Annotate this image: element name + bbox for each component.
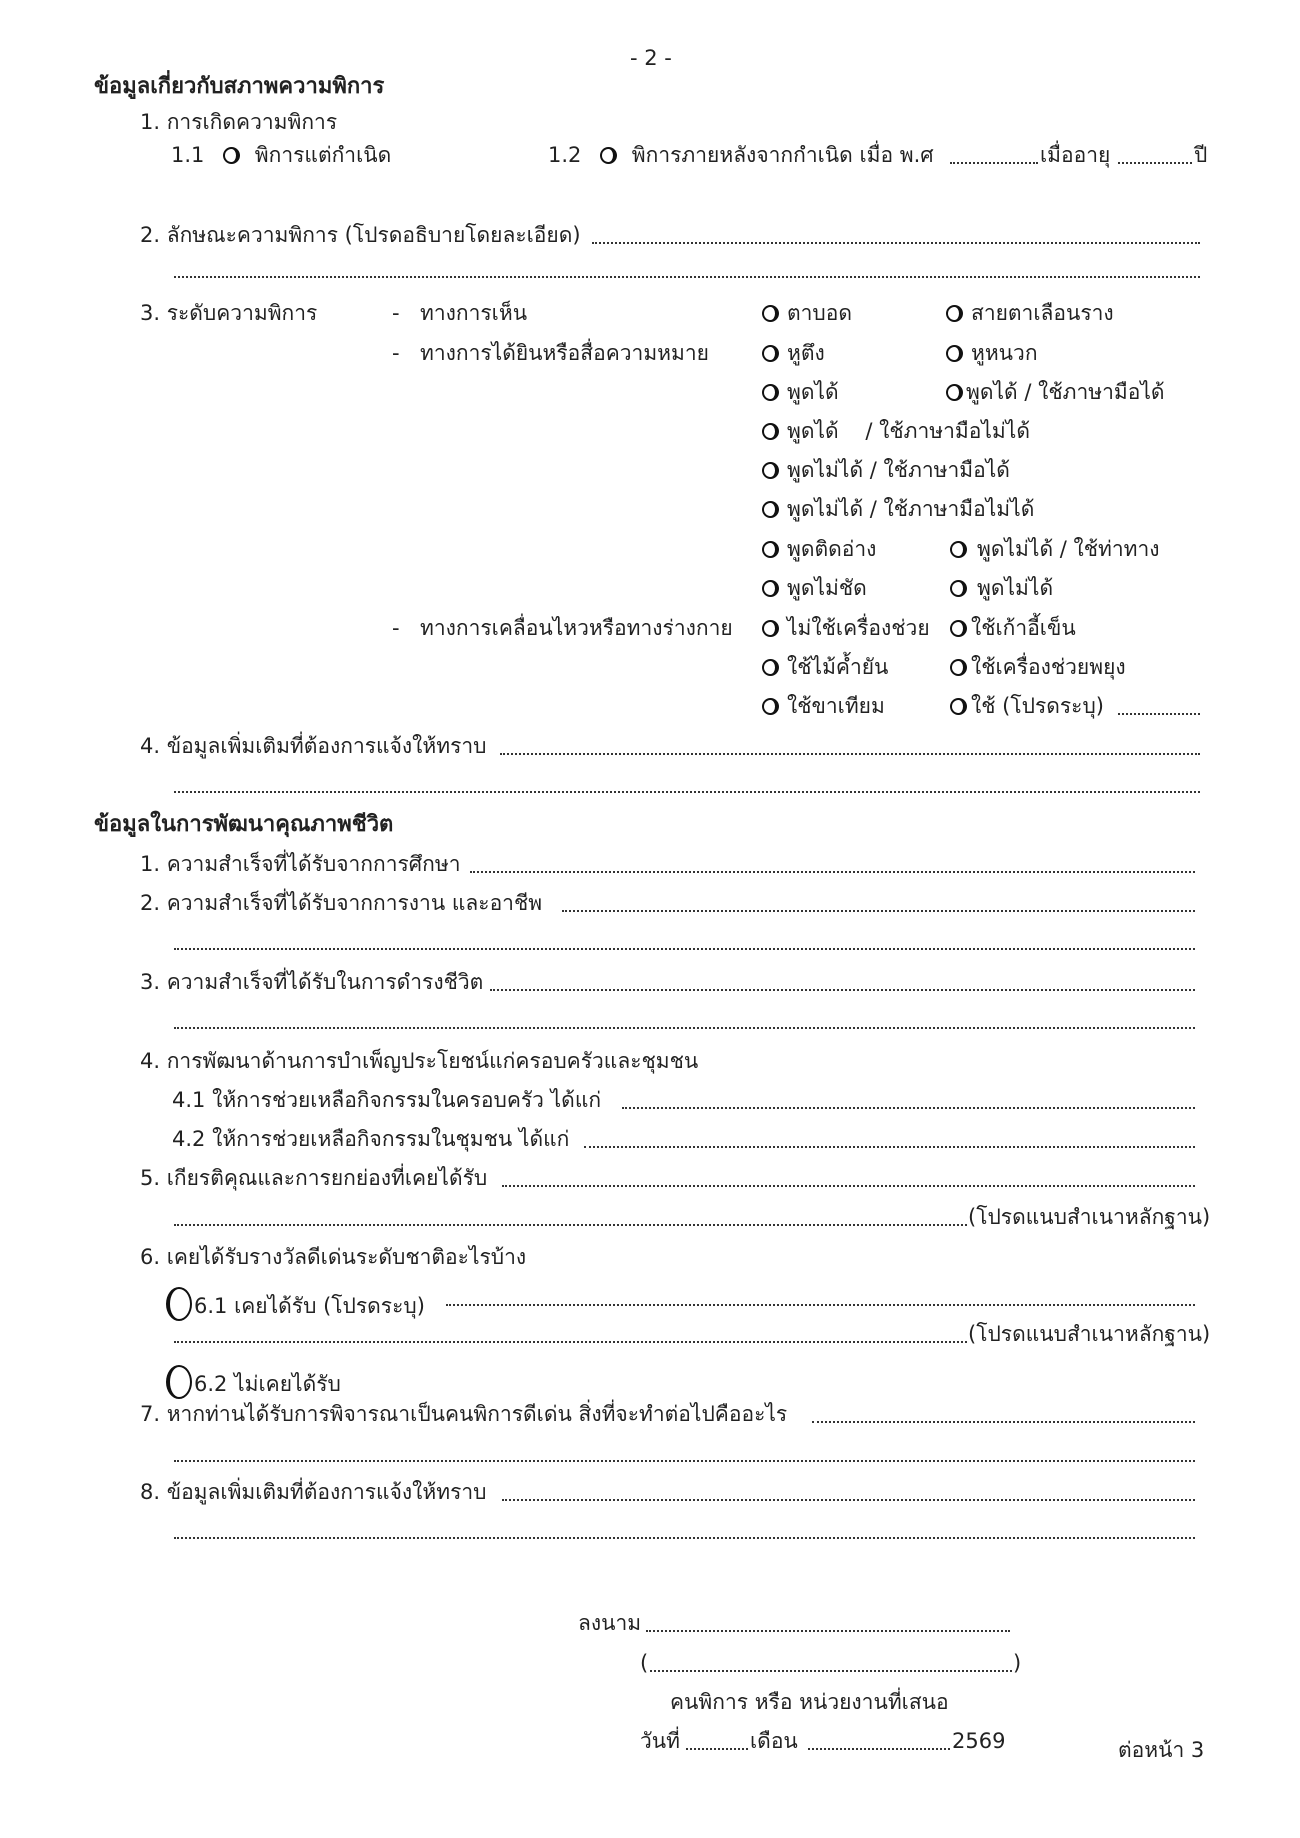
option-text: หูหนวก bbox=[971, 341, 1038, 365]
option-text: หูตึง bbox=[787, 341, 825, 365]
option-text: ใช้เครื่องช่วยพยุง bbox=[971, 655, 1126, 679]
option-can-speak[interactable] bbox=[762, 382, 839, 403]
option-text: พูดติดอ่าง bbox=[787, 537, 877, 561]
option-text: พูดไม่ชัด bbox=[787, 576, 867, 600]
other-aid-blank[interactable] bbox=[1118, 713, 1200, 715]
sign-label: ลงนาม bbox=[578, 1611, 642, 1635]
option-low-vision[interactable] bbox=[946, 303, 1114, 324]
radio-circle-icon[interactable] bbox=[600, 147, 617, 164]
s2-item-3-blank[interactable] bbox=[490, 989, 1195, 991]
option-text: ใช้ (โปรดระบุ) bbox=[971, 694, 1104, 718]
radio-circle-icon[interactable] bbox=[762, 541, 779, 558]
age-blank[interactable] bbox=[1118, 162, 1192, 164]
s2-item-4-2-blank[interactable] bbox=[584, 1146, 1195, 1148]
s2-item-1-blank[interactable] bbox=[470, 871, 1195, 873]
s2-item-2-label: 2. ความสำเร็จที่ได้รับจากการงาน และอาชีพ bbox=[140, 891, 543, 915]
radio-circle-icon[interactable] bbox=[950, 620, 967, 637]
s2-item-8-blank-line2[interactable] bbox=[174, 1537, 1195, 1539]
option-cannot-speak[interactable] bbox=[950, 578, 1053, 599]
option-wheelchair[interactable] bbox=[950, 618, 1076, 639]
option-speak-sign[interactable] bbox=[946, 382, 1165, 403]
hearing-label: ทางการได้ยินหรือสื่อความหมาย bbox=[420, 341, 709, 365]
option-text: พูดไม่ได้ / ใช้ภาษามือไม่ได้ bbox=[787, 497, 1035, 521]
item-3-label: 3. ระดับความพิการ bbox=[140, 301, 318, 325]
radio-circle-icon[interactable] bbox=[762, 698, 779, 715]
mobility-label: ทางการเคลื่อนไหวหรือทางร่างกาย bbox=[420, 616, 733, 640]
s2-item-7-blank-line2[interactable] bbox=[174, 1460, 1195, 1462]
option-text: พิการภายหลังจากกำเนิด เมื่อ พ.ศ bbox=[631, 143, 934, 167]
attach-note-2: (โปรดแนบสำเนาหลักฐาน) bbox=[968, 1322, 1211, 1346]
option-text: 6.2 ไม่เคยได้รับ bbox=[194, 1372, 341, 1396]
s2-item-4-2-label: 4.2 ให้การช่วยเหลือกิจกรรมในชุมชน ได้แก่ bbox=[172, 1127, 570, 1151]
radio-circle-icon[interactable] bbox=[166, 1365, 192, 1399]
radio-circle-icon[interactable] bbox=[762, 501, 779, 518]
attach-note: (โปรดแนบสำเนาหลักฐาน) bbox=[968, 1205, 1211, 1229]
option-text: 6.1 เคยได้รับ (โปรดระบุ) bbox=[194, 1294, 425, 1318]
radio-circle-icon[interactable] bbox=[762, 580, 779, 597]
close-paren: ) bbox=[1013, 1651, 1022, 1675]
radio-circle-icon[interactable] bbox=[762, 462, 779, 479]
option-text: ใช้เก้าอี้เข็น bbox=[971, 616, 1076, 640]
radio-circle-icon[interactable] bbox=[946, 384, 963, 401]
option-prosthetic-leg[interactable] bbox=[762, 696, 885, 717]
dash: - bbox=[392, 301, 400, 325]
vision-label: ทางการเห็น bbox=[420, 301, 528, 325]
s2-item-4-label: 4. การพัฒนาด้านการบำเพ็ญประโยชน์แก่ครอบครัวและชุมชน bbox=[140, 1049, 699, 1073]
continue-note: ต่อหน้า 3 bbox=[1118, 1738, 1205, 1762]
option-1-2[interactable] bbox=[548, 145, 934, 166]
name-blank[interactable] bbox=[650, 1670, 1012, 1672]
radio-circle-icon[interactable] bbox=[950, 659, 967, 676]
option-text: ใช้ไม้ค้ำยัน bbox=[787, 655, 889, 679]
radio-circle-icon[interactable] bbox=[950, 541, 967, 558]
item-4-label: 4. ข้อมูลเพิ่มเติมที่ต้องการแจ้งให้ทราบ bbox=[140, 734, 487, 758]
option-text: พูดได้ / ใช้ภาษามือได้ bbox=[966, 380, 1165, 404]
option-text: ตาบอด bbox=[787, 301, 853, 325]
option-unclear-speech[interactable] bbox=[762, 578, 867, 599]
option-1-1[interactable] bbox=[171, 145, 391, 166]
radio-circle-icon[interactable] bbox=[223, 147, 240, 164]
section-title-disability: ข้อมูลเกี่ยวกับสภาพความพิการ bbox=[94, 74, 385, 99]
option-6-1[interactable] bbox=[166, 1287, 425, 1321]
s2-item-8-label: 8. ข้อมูลเพิ่มเติมที่ต้องการแจ้งให้ทราบ bbox=[140, 1480, 487, 1504]
option-text: พูดไม่ได้ bbox=[977, 576, 1054, 600]
s2-item-7-blank[interactable] bbox=[812, 1421, 1195, 1423]
option-number: 1.2 bbox=[548, 143, 582, 167]
option-gesture[interactable] bbox=[950, 539, 1160, 560]
signature-blank[interactable] bbox=[646, 1630, 1010, 1632]
option-walker[interactable] bbox=[950, 657, 1126, 678]
radio-circle-icon[interactable] bbox=[762, 620, 779, 637]
dash: - bbox=[392, 616, 400, 640]
radio-circle-icon[interactable] bbox=[762, 305, 779, 322]
s2-item-3-label: 3. ความสำเร็จที่ได้รับในการดำรงชีวิต bbox=[140, 970, 484, 994]
item-1-label: 1. การเกิดความพิการ bbox=[140, 110, 338, 134]
year-value: 2569 bbox=[952, 1729, 1006, 1753]
option-stutter[interactable] bbox=[762, 539, 876, 560]
age-unit: ปี bbox=[1194, 143, 1208, 167]
item-2-blank-line2[interactable] bbox=[174, 276, 1200, 278]
radio-circle-icon[interactable] bbox=[946, 305, 963, 322]
option-no-speak-no-sign[interactable] bbox=[762, 499, 1034, 520]
signer-role: คนพิการ หรือ หน่วยงานที่เสนอ bbox=[670, 1690, 949, 1714]
year-blank[interactable] bbox=[950, 162, 1038, 164]
age-label: เมื่ออายุ bbox=[1040, 143, 1111, 167]
option-hard-of-hearing[interactable] bbox=[762, 343, 825, 364]
s2-item-8-blank[interactable] bbox=[502, 1499, 1195, 1501]
dash: - bbox=[392, 341, 400, 365]
day-label: วันที่ bbox=[640, 1729, 680, 1753]
s2-item-1-label: 1. ความสำเร็จที่ได้รับจากการศึกษา bbox=[140, 852, 461, 876]
s2-item-5-label: 5. เกียรติคุณและการยกย่องที่เคยได้รับ bbox=[140, 1166, 488, 1190]
radio-circle-icon[interactable] bbox=[762, 345, 779, 362]
s2-item-7-label: 7. หากท่านได้รับการพิจารณาเป็นคนพิการดีเด่น สิ่งที่จะทำต่อไปคืออะไร bbox=[140, 1402, 788, 1426]
page-number: - 2 - bbox=[630, 46, 672, 70]
option-no-speak-sign[interactable] bbox=[762, 460, 1010, 481]
s2-item-4-1-label: 4.1 ให้การช่วยเหลือกิจกรรมในครอบครัว ได้แก่ bbox=[172, 1088, 602, 1112]
option-crutches[interactable] bbox=[762, 657, 888, 678]
option-text: พิการแต่กำเนิด bbox=[254, 143, 392, 167]
radio-circle-icon[interactable] bbox=[950, 580, 967, 597]
option-other-aid[interactable] bbox=[950, 696, 1104, 717]
s2-item-3-blank-line2[interactable] bbox=[174, 1027, 1195, 1029]
option-text: ใช้ขาเทียม bbox=[787, 694, 885, 718]
month-blank[interactable] bbox=[808, 1748, 950, 1750]
s2-item-5-blank-line2[interactable] bbox=[174, 1224, 967, 1226]
option-text: ไม่ใช้เครื่องช่วย bbox=[787, 616, 930, 640]
option-text: พูดได้ / ใช้ภาษามือไม่ได้ bbox=[787, 419, 1030, 443]
open-paren: ( bbox=[640, 1651, 649, 1675]
option-blind[interactable] bbox=[762, 303, 852, 324]
radio-circle-icon[interactable] bbox=[762, 384, 779, 401]
option-text: สายตาเลือนราง bbox=[971, 301, 1114, 325]
option-number: 1.1 bbox=[171, 143, 205, 167]
s2-item-2-blank[interactable] bbox=[562, 910, 1195, 912]
radio-circle-icon[interactable] bbox=[762, 659, 779, 676]
option-text: พูดไม่ได้ / ใช้ภาษามือได้ bbox=[787, 458, 1010, 482]
item-2-label: 2. ลักษณะความพิการ (โปรดอธิบายโดยละเอียด) bbox=[140, 223, 581, 247]
s2-item-6-1-blank-line2[interactable] bbox=[174, 1341, 967, 1343]
radio-circle-icon[interactable] bbox=[762, 423, 779, 440]
radio-circle-icon[interactable] bbox=[166, 1287, 192, 1321]
option-no-aid[interactable] bbox=[762, 618, 930, 639]
option-text: พูดได้ bbox=[787, 380, 839, 404]
item-4-blank-line2[interactable] bbox=[174, 791, 1200, 793]
day-blank[interactable] bbox=[686, 1748, 748, 1750]
option-6-2[interactable] bbox=[166, 1365, 341, 1399]
s2-item-6-1-blank[interactable] bbox=[446, 1304, 1195, 1306]
option-text: พูดไม่ได้ / ใช้ท่าทาง bbox=[977, 537, 1160, 561]
s2-item-5-blank[interactable] bbox=[502, 1185, 1195, 1187]
month-label: เดือน bbox=[750, 1729, 798, 1753]
section-title-quality-of-life: ข้อมูลในการพัฒนาคุณภาพชีวิต bbox=[94, 812, 394, 837]
item-4-blank[interactable] bbox=[500, 753, 1200, 755]
option-speak-no-sign[interactable] bbox=[762, 421, 1030, 442]
radio-circle-icon[interactable] bbox=[946, 345, 963, 362]
option-deaf[interactable] bbox=[946, 343, 1038, 364]
s2-item-4-1-blank[interactable] bbox=[622, 1107, 1195, 1109]
s2-item-2-blank-line2[interactable] bbox=[174, 948, 1195, 950]
item-2-blank[interactable] bbox=[592, 242, 1200, 244]
radio-circle-icon[interactable] bbox=[950, 698, 967, 715]
s2-item-6-label: 6. เคยได้รับรางวัลดีเด่นระดับชาติอะไรบ้าง bbox=[140, 1245, 527, 1269]
